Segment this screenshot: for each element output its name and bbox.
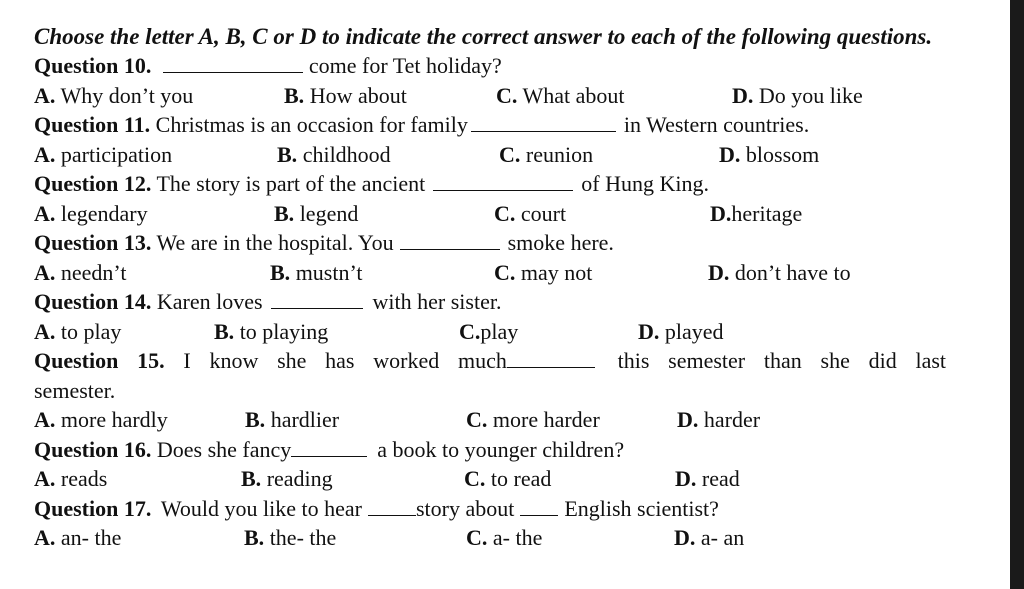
- options-15: [34, 405, 1004, 435]
- option-text: mustn’t: [295, 259, 363, 285]
- option-b[interactable]: [270, 258, 363, 288]
- options-12: [34, 199, 1004, 229]
- option-text: needn’t: [60, 259, 127, 285]
- question-text: with her sister.: [372, 289, 502, 314]
- option-b[interactable]: [274, 199, 358, 229]
- option-a[interactable]: [34, 199, 148, 229]
- question-15-continued: [34, 376, 1004, 406]
- option-letter: B.: [284, 82, 305, 108]
- option-b[interactable]: [244, 523, 336, 553]
- option-c[interactable]: [464, 464, 551, 494]
- options-11: [34, 140, 1004, 170]
- option-letter: B.: [277, 141, 298, 167]
- options-13: [34, 258, 1004, 288]
- option-text: court: [520, 200, 567, 226]
- question-label: Question 17.: [34, 495, 152, 521]
- question-text: story about: [415, 495, 515, 521]
- option-letter: B.: [244, 525, 265, 550]
- question-label: Question 16.: [34, 436, 152, 462]
- answer-blank: [507, 349, 595, 368]
- question-text: We are in the hospital. You: [156, 230, 394, 255]
- option-d[interactable]: [674, 523, 744, 553]
- question-label: Question 11.: [34, 112, 151, 137]
- option-letter: B.: [245, 407, 266, 432]
- question-11: [34, 110, 1004, 140]
- option-letter: C.: [464, 466, 486, 491]
- question-text: a book to younger children?: [377, 436, 625, 462]
- question-text: Would you like to hear: [160, 495, 362, 521]
- answer-blank: [520, 497, 558, 516]
- option-b[interactable]: [241, 464, 333, 494]
- answer-blank: [433, 172, 573, 191]
- question-text: come for Tet holiday?: [308, 53, 502, 78]
- answer-blank: [291, 438, 367, 457]
- question-text: this semester than she did last: [617, 348, 947, 373]
- option-text: a- an: [700, 525, 745, 550]
- option-text: reunion: [525, 141, 594, 167]
- option-text: may not: [520, 259, 593, 285]
- option-text: to playing: [239, 318, 329, 344]
- answer-blank: [471, 113, 616, 132]
- option-text: don’t have to: [734, 259, 851, 285]
- option-letter: A.: [34, 318, 56, 344]
- options-14: [34, 317, 1004, 347]
- option-letter: B.: [270, 259, 291, 285]
- options-10: [34, 81, 1004, 111]
- question-text: The story is part of the ancient: [156, 171, 426, 196]
- option-text: to read: [490, 466, 552, 491]
- option-text: harder: [703, 407, 761, 432]
- option-a[interactable]: [34, 81, 193, 111]
- question-label: Question 12.: [34, 171, 152, 196]
- option-letter: D.: [675, 466, 697, 491]
- question-label: Question 14.: [34, 289, 152, 314]
- options-17: [34, 523, 1004, 553]
- option-c[interactable]: [494, 199, 566, 229]
- question-12: [34, 169, 1004, 199]
- answer-blank: [400, 231, 500, 250]
- option-text: childhood: [302, 141, 391, 167]
- option-letter: C.: [496, 82, 518, 108]
- option-letter: D.: [638, 318, 660, 344]
- option-d[interactable]: [677, 405, 760, 435]
- answer-blank: [368, 497, 416, 516]
- option-letter: D.: [732, 82, 754, 108]
- option-c[interactable]: [499, 140, 593, 170]
- question-13: [34, 228, 1004, 258]
- option-c[interactable]: [496, 81, 625, 111]
- option-text: participation: [60, 141, 173, 167]
- option-text: a- the: [492, 525, 543, 550]
- option-c[interactable]: [459, 317, 518, 347]
- option-letter: C.: [494, 259, 516, 285]
- option-d[interactable]: [732, 81, 863, 111]
- option-letter: A.: [34, 466, 56, 491]
- option-letter: B.: [274, 200, 295, 226]
- instruction-text: Choose the letter A, B, C or D to indicate the correct answer to each of the following questions.: [34, 24, 933, 49]
- option-text: play: [480, 318, 519, 344]
- option-text: What about: [522, 82, 625, 108]
- right-edge-bar: [1010, 0, 1024, 589]
- question-17: [34, 494, 1004, 524]
- question-text: semester.: [34, 377, 116, 403]
- question-label: Question 15.: [34, 348, 165, 373]
- option-text: reads: [60, 466, 108, 491]
- answer-blank: [163, 54, 303, 73]
- option-text: blossom: [745, 141, 820, 167]
- option-text: more hardly: [60, 407, 168, 432]
- option-text: Why don’t you: [60, 82, 194, 108]
- option-letter: A.: [34, 407, 56, 432]
- question-16: [34, 435, 1004, 465]
- option-text: an- the: [60, 525, 122, 550]
- question-15: [34, 346, 946, 376]
- option-letter: A.: [34, 200, 56, 226]
- option-b[interactable]: [214, 317, 328, 347]
- option-text: legend: [299, 200, 359, 226]
- question-text: in Western countries.: [623, 112, 810, 137]
- question-text: smoke here.: [507, 230, 614, 255]
- option-text: How about: [309, 82, 407, 108]
- option-a[interactable]: [34, 317, 121, 347]
- option-c[interactable]: [494, 258, 592, 288]
- option-a[interactable]: [34, 258, 126, 288]
- answer-blank: [271, 290, 363, 309]
- option-letter: C.: [499, 141, 521, 167]
- option-a[interactable]: [34, 405, 168, 435]
- option-a[interactable]: [34, 140, 172, 170]
- option-letter: B.: [214, 318, 235, 344]
- option-letter: C.: [459, 318, 481, 344]
- option-letter: D.: [708, 259, 730, 285]
- option-b[interactable]: [277, 140, 391, 170]
- option-letter: C.: [466, 407, 488, 432]
- option-text: heritage: [731, 200, 803, 226]
- option-text: to play: [60, 318, 122, 344]
- option-d[interactable]: [675, 464, 740, 494]
- option-letter: D.: [710, 200, 732, 226]
- options-16: [34, 464, 1004, 494]
- option-text: read: [701, 466, 740, 491]
- question-text: of Hung King.: [581, 171, 709, 196]
- question-10: [34, 51, 1004, 81]
- option-text: more harder: [492, 407, 600, 432]
- worksheet: [34, 22, 1004, 553]
- option-text: hardlier: [270, 407, 340, 432]
- option-letter: A.: [34, 259, 56, 285]
- option-d[interactable]: [708, 258, 851, 288]
- question-text: English scientist?: [564, 495, 719, 521]
- question-label: Question 13.: [34, 230, 152, 255]
- option-letter: A.: [34, 82, 56, 108]
- option-letter: A.: [34, 141, 56, 167]
- option-letter: B.: [241, 466, 262, 491]
- option-letter: D.: [677, 407, 699, 432]
- option-text: legendary: [60, 200, 148, 226]
- option-letter: A.: [34, 525, 56, 550]
- option-a[interactable]: [34, 523, 121, 553]
- option-d[interactable]: [719, 140, 819, 170]
- option-letter: D.: [674, 525, 696, 550]
- option-text: Do you like: [758, 82, 863, 108]
- question-text: Karen loves: [156, 289, 263, 314]
- option-d[interactable]: [638, 317, 724, 347]
- option-c[interactable]: [466, 523, 542, 553]
- question-text: Does she fancy: [156, 436, 292, 462]
- option-d[interactable]: [710, 199, 802, 229]
- option-letter: C.: [466, 525, 488, 550]
- option-b[interactable]: [284, 81, 407, 111]
- question-text: Christmas is an occasion for family: [155, 112, 468, 137]
- option-c[interactable]: [466, 405, 600, 435]
- option-letter: C.: [494, 200, 516, 226]
- question-text: I know she has worked much: [183, 348, 507, 373]
- option-text: the- the: [269, 525, 337, 550]
- option-text: played: [664, 318, 724, 344]
- option-text: reading: [266, 466, 333, 491]
- question-14: [34, 287, 1004, 317]
- option-b[interactable]: [245, 405, 339, 435]
- option-letter: D.: [719, 141, 741, 167]
- question-label: Question 10.: [34, 53, 152, 78]
- option-a[interactable]: [34, 464, 107, 494]
